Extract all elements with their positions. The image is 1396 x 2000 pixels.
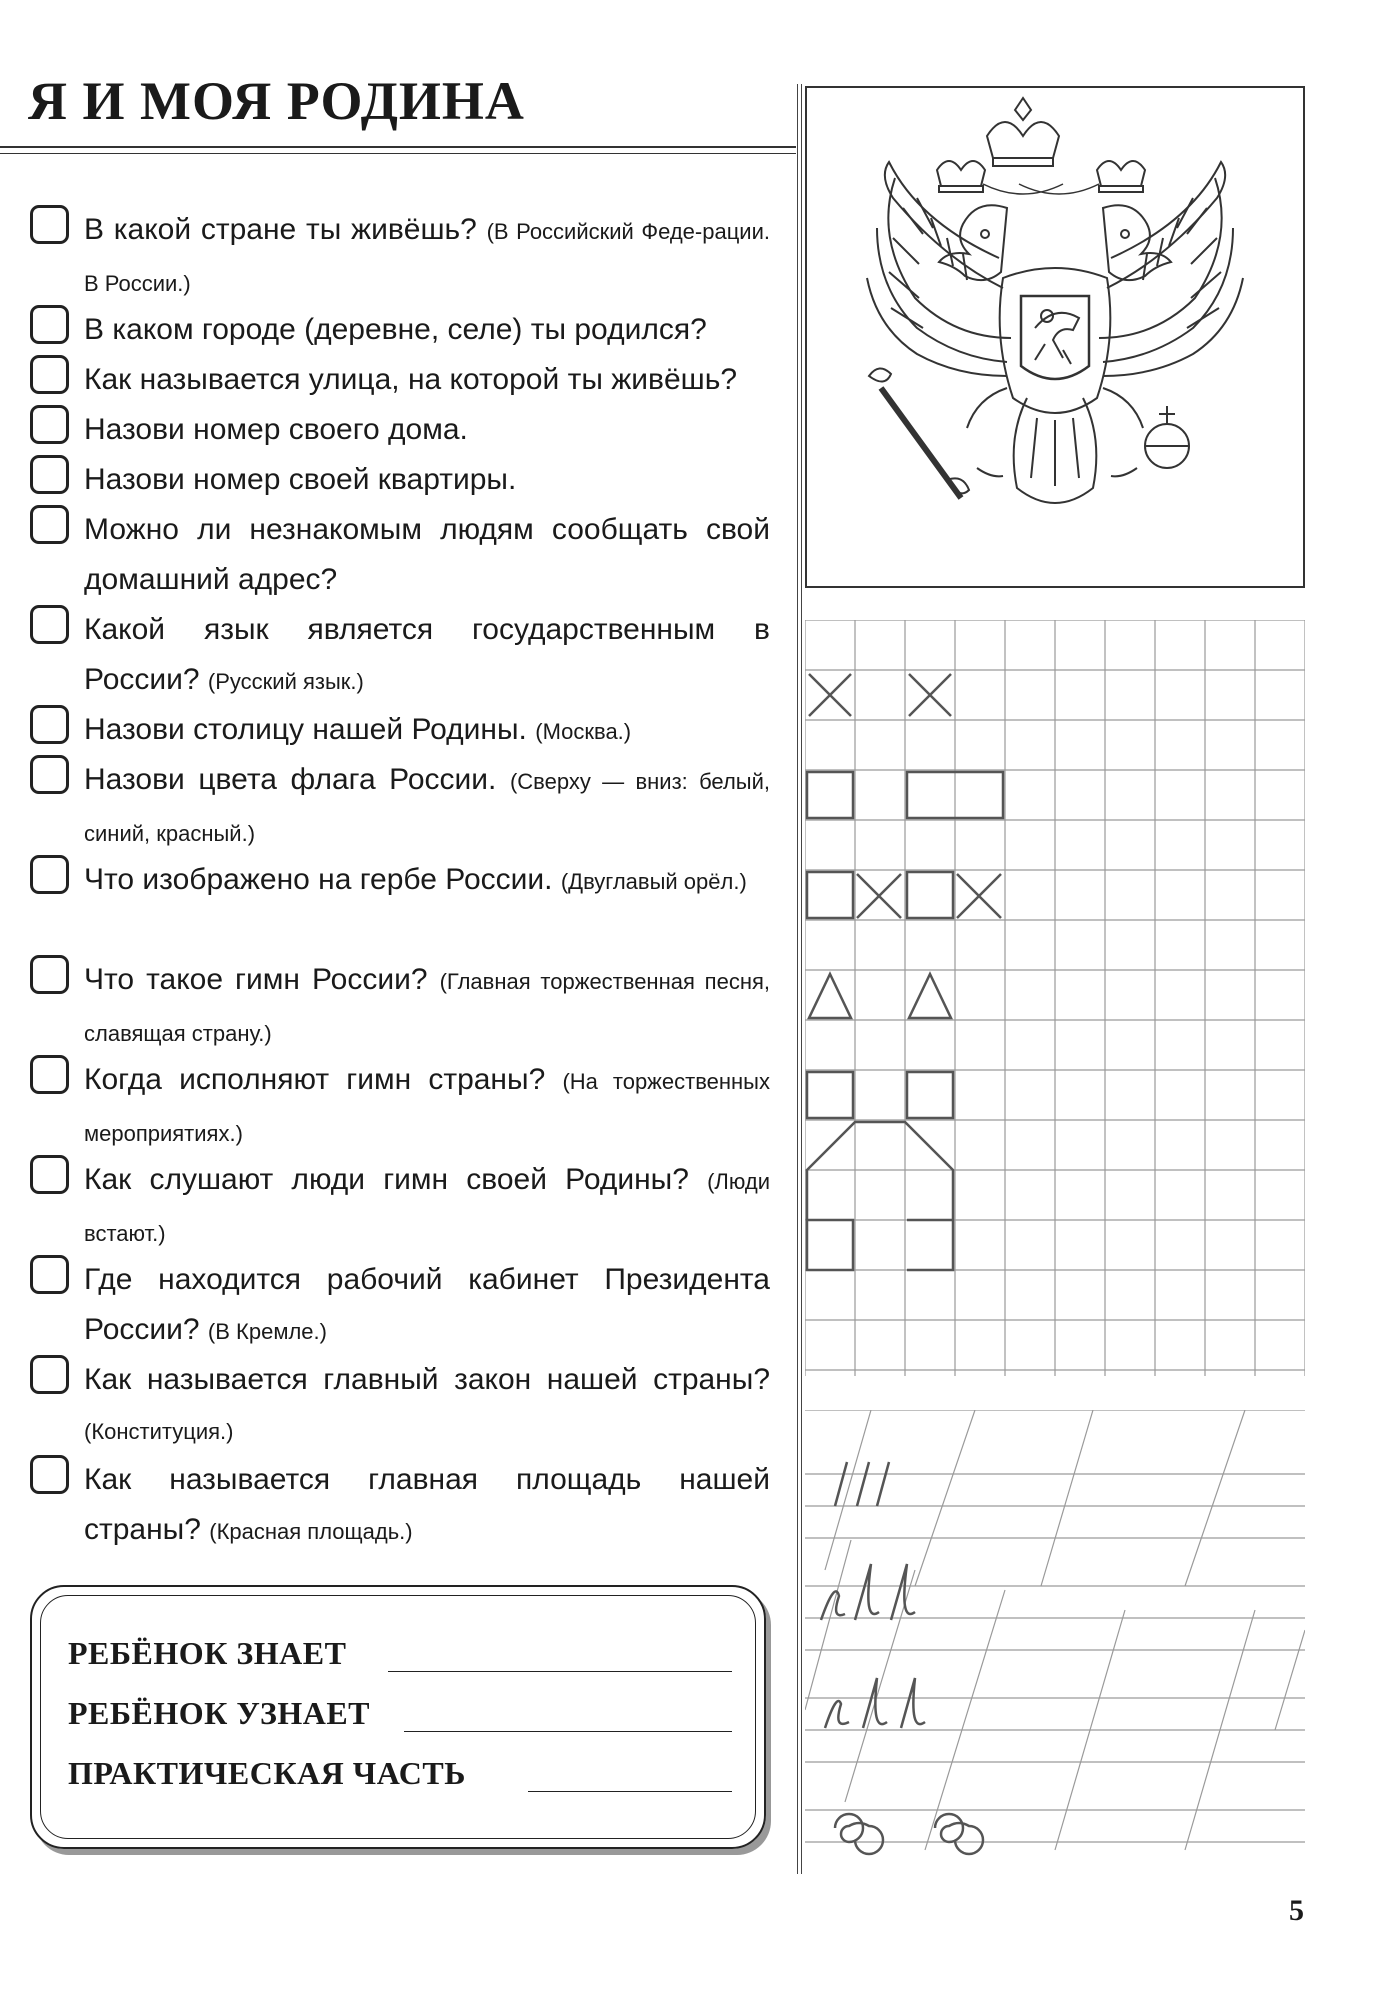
title-rule	[0, 146, 796, 148]
checkbox-icon[interactable]	[30, 405, 69, 444]
question-text: Можно ли незнакомым людям сообщать свой домашний адрес?	[84, 513, 770, 596]
question-answer: (Двуглавый орёл.)	[560, 869, 747, 894]
knows-label: РЕБЁНОК ЗНАЕТ	[68, 1635, 347, 1671]
checkbox-icon[interactable]	[30, 305, 69, 344]
checkbox-icon[interactable]	[30, 955, 69, 994]
checkbox-icon[interactable]	[30, 1455, 69, 1494]
checkbox-icon[interactable]	[30, 1255, 69, 1294]
question-item	[30, 955, 770, 1059]
question-text: Как называется улица, на которой ты живёшь?	[84, 363, 738, 396]
page-title: Я И МОЯ РОДИНА	[28, 71, 525, 131]
question-answer: (Сверху — вниз: белый, синий, красный.)	[84, 769, 770, 846]
question-item	[30, 505, 770, 605]
question-answer: (В Российский Феде-рации. В России.)	[84, 219, 770, 296]
question-answer: (Люди встают.)	[84, 1169, 770, 1246]
question-text: В какой стране ты живёшь?	[84, 213, 477, 246]
checkbox-icon[interactable]	[30, 455, 69, 494]
question-item	[30, 355, 770, 405]
checkbox-icon[interactable]	[30, 705, 69, 744]
will-learn-field[interactable]	[404, 1731, 732, 1732]
cursive-practice	[805, 1410, 1305, 1870]
question-answer: (Конституция.)	[84, 1419, 234, 1444]
question-answer: (В Кремле.)	[207, 1319, 327, 1344]
question-item	[30, 855, 770, 907]
checkbox-icon[interactable]	[30, 755, 69, 794]
checkbox-icon[interactable]	[30, 1055, 69, 1094]
practical-field[interactable]	[528, 1791, 732, 1792]
question-item	[30, 1055, 770, 1159]
question-item	[30, 1455, 770, 1557]
checkbox-icon[interactable]	[30, 1155, 69, 1194]
question-text: Назови столицу нашей Родины.	[84, 713, 527, 746]
question-item	[30, 305, 770, 355]
question-text: Что такое гимн России?	[84, 963, 428, 996]
russian-coat-of-arms-icon	[807, 88, 1303, 586]
question-item	[30, 605, 770, 707]
knows-field[interactable]	[388, 1671, 732, 1672]
question-answer: (Русский язык.)	[207, 669, 364, 694]
question-text: Назови номер своей квартиры.	[84, 463, 517, 496]
page-number: 5	[1289, 1894, 1304, 1927]
question-answer: (На торжественных мероприятиях.)	[84, 1069, 770, 1146]
question-text: Назови цвета флага России.	[84, 763, 497, 796]
question-item	[30, 1355, 770, 1457]
practical-label: ПРАКТИЧЕСКАЯ ЧАСТЬ	[68, 1755, 466, 1791]
question-item	[30, 455, 770, 505]
checkbox-icon[interactable]	[30, 605, 69, 644]
question-item	[30, 405, 770, 455]
question-text: Какой язык является государственным в России?	[84, 613, 770, 696]
question-text: Как называется главная площадь нашей страны?	[84, 1463, 770, 1546]
question-text: Когда исполняют гимн страны?	[84, 1063, 546, 1096]
checkbox-icon[interactable]	[30, 855, 69, 894]
will-learn-label: РЕБЁНОК УЗНАЕТ	[68, 1695, 371, 1731]
question-text: Как называется главный закон нашей страны?	[84, 1363, 770, 1396]
question-answer: (Главная торжественная песня, славящая страну.)	[84, 969, 770, 1046]
question-item	[30, 205, 770, 309]
question-answer: (Красная площадь.)	[209, 1519, 413, 1544]
title-rule-thin	[0, 153, 796, 154]
column-divider-thin	[801, 84, 802, 1874]
column-divider	[797, 84, 798, 1874]
question-item	[30, 1255, 770, 1357]
checkbox-icon[interactable]	[30, 355, 69, 394]
copy-grid	[805, 620, 1305, 1380]
question-item	[30, 1155, 770, 1259]
question-text: В каком городе (деревне, селе) ты родился?	[84, 313, 707, 346]
checkbox-icon[interactable]	[30, 1355, 69, 1394]
question-answer: (Москва.)	[535, 719, 632, 744]
question-text: Где находится рабочий кабинет Президента России?	[84, 1263, 770, 1346]
assessment-box	[30, 1585, 766, 1849]
checkbox-icon[interactable]	[30, 505, 69, 544]
question-item	[30, 755, 770, 859]
question-text: Как слушают люди гимн своей Родины?	[84, 1163, 689, 1196]
question-item	[30, 705, 770, 757]
emblem-frame	[805, 86, 1305, 588]
checkbox-icon[interactable]	[30, 205, 69, 244]
question-text: Назови номер своего дома.	[84, 413, 468, 446]
question-text: Что изображено на гербе России.	[84, 863, 553, 896]
handwriting-strokes	[821, 1462, 983, 1854]
